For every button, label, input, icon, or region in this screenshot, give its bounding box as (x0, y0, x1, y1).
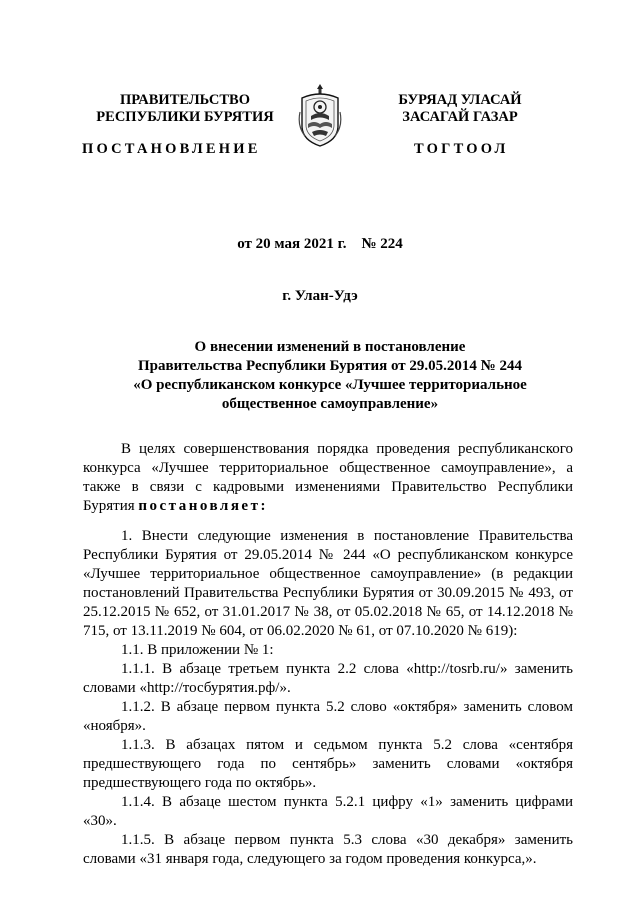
paragraph-1-1-5: 1.1.5. В абзаце первом пункта 5.3 слова «30 декабря» заменить словами «31 января года, следующего за годом проведения конкурса,». (83, 832, 573, 867)
title-line: О внесении изменений в постановление (194, 339, 466, 355)
document-type-ru: ПОСТАНОВЛЕНИЕ (82, 141, 261, 157)
document-body (83, 440, 573, 869)
city: г. Улан-Удэ (282, 288, 358, 304)
title-line: Правительства Республики Бурятия от 29.05.2014 № 244 (137, 358, 522, 374)
paragraph-1-1: 1.1. В приложении № 1: (121, 642, 274, 658)
paragraph-1: 1. Внести следующие изменения в постановление Правительства Республики Бурятия от 29.05.2014 № 244 «О республиканском конкурсе «Лучшее территориальное общественное самоуправление» (в редакции постановлений Правительства Республики Бурятия от 30.09.2015 № 493, от 25.12.2015 № 652, от 31.01.2017 № 38, от 05.02.2018 № 65, от 14.12.2018 № 715, от 13.11.2019 № 604, от 06.02.2020 № 61, от 07.10.2020 № 619): (83, 528, 573, 639)
paragraph-1-1-1: 1.1.1. В абзаце третьем пункта 2.2 слова «http://tosrb.ru/» заменить словами «http://тосбурятия.рф/». (83, 661, 573, 696)
title-line: общественное самоуправление» (221, 396, 439, 412)
government-name-bur-line1: БУРЯАД УЛАСАЙ (398, 92, 522, 108)
decree-word: постановляет: (138, 498, 268, 514)
header-left-block (95, 92, 275, 126)
paragraph-1-1-4: 1.1.4. В абзаце шестом пункта 5.2.1 цифру «1» заменить цифрами «30». (83, 794, 573, 829)
document-title (60, 338, 600, 414)
title-line: «О республиканском конкурсе «Лучшее территориальное (133, 377, 527, 393)
preamble-paragraph (83, 440, 573, 516)
paragraph-1-1-2: 1.1.2. В абзаце первом пункта 5.2 слово «октября» заменить словом «ноября». (83, 699, 573, 734)
government-name-line1: ПРАВИТЕЛЬСТВО (120, 92, 250, 108)
coat-of-arms-icon (297, 82, 343, 148)
preamble-text: В целях совершенствования порядка проведения республиканского конкурса «Лучшее территориальное общественное самоуправление», а также в связи с кадровыми изменениями Правительство Республики Бурятия (83, 441, 573, 514)
date-and-number: от 20 мая 2021 г. № 224 (237, 236, 403, 252)
document-type-bur: ТОГТООЛ (414, 141, 509, 157)
header-right-block (370, 92, 550, 126)
coat-of-arms-emblem (297, 82, 343, 148)
paragraph-1-1-3: 1.1.3. В абзацах пятом и седьмом пункта 5.2 слова «сентября предшествующего года по сентябрь» заменить словами «октября предшествующего года по октябрь». (83, 737, 573, 791)
government-name-line2: РЕСПУБЛИКИ БУРЯТИЯ (96, 109, 274, 125)
government-name-bur-line2: ЗАСАГАЙ ГАЗАР (402, 109, 518, 125)
